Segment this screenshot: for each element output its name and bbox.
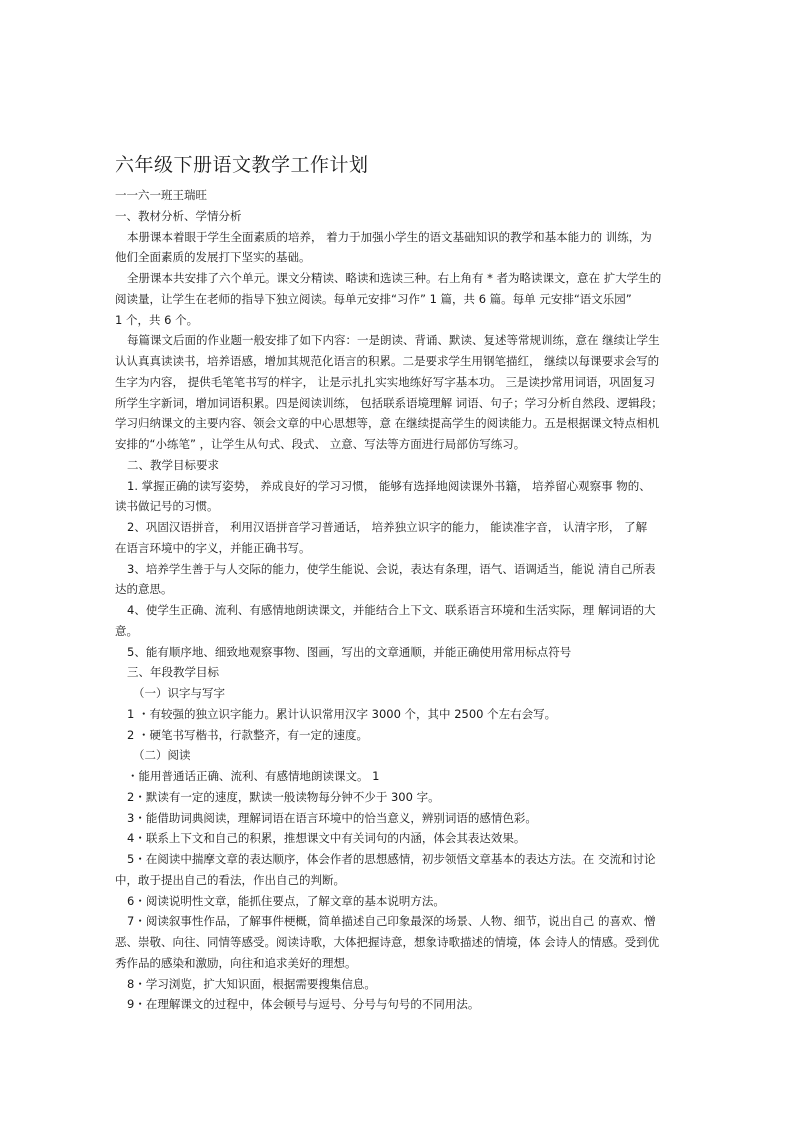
list-item: 2 ・硬笔书写楷书，行款整齐，有一定的速度。 [127, 727, 368, 742]
list-item-continuation: 中，敢于提出自己的看法，作出自己的判断。 [115, 872, 345, 887]
paragraph-line: 学习归纳课文的主要内容、领会文章的中心思想等，意 在继续提高学生的阅读能力。五是根据课文特点相机 [115, 416, 660, 431]
list-item: 4・联系上下文和自己的积累，推想课文中有关词句的内涵，体会其表达效果。 [127, 831, 526, 846]
list-item: ・能用普通话正确、流利、有感情地朗读课文。 1 [127, 769, 380, 783]
list-item: 8・学习浏览，扩大知识面，根据需要搜集信息。 [127, 976, 376, 991]
list-item: 2・默读有一定的速度，默读一般读物每分钟不少于 300 字。 [127, 789, 440, 804]
list-item: 1 ・有较强的独立识字能力。累计认识常用汉字 3000 个，其中 2500 个左右会写。 [127, 706, 557, 721]
paragraph-line: 安排的“小练笔” ，让学生从句式、段式、 立意、写法等方面进行局部仿写练习。 [115, 437, 526, 451]
list-item: 7・阅读叙事性作品，了解事件梗概，简单描述自己印象最深的场景、人物、细节，说出自己 的喜欢、憎 [127, 914, 656, 929]
list-item-continuation: 意。 [115, 623, 138, 638]
list-item: 2、巩固汉语拼音， 利用汉语拼音学习普通话， 培养独立识字的能力， 能读准字音， 认清字形， 了解 [127, 520, 648, 534]
list-item: 4、使学生正确、流利、有感情地朗读课文，并能结合上下文、联系语言环境和生活实际，理 解词语的大 [127, 603, 656, 617]
list-item: 1. 掌握正确的读写姿势， 养成良好的学习习惯， 能够有选择地阅读课外书籍， 培养留心观察事 物的、 [127, 478, 651, 493]
paragraph-line: 他们全面素质的发展打下坚实的基础。 [115, 250, 311, 265]
paragraph-line: 每篇课文后面的作业题一般安排了如下内容：一是朗读、背诵、默读、复述等常规训练，意在 继续让学生 [127, 333, 660, 348]
document-body [115, 185, 675, 1015]
subsection-heading: （二）阅读 [133, 748, 191, 763]
list-item: 3、培养学生善于与人交际的能力，使学生能说、会说，表达有条理，语气、语调适当，能说 清自己所表 [127, 561, 656, 576]
list-item-continuation: 读书做记号的习惯。 [115, 499, 219, 514]
subsection-heading: （一）识字与写字 [133, 686, 225, 700]
paragraph-line: 1 个，共 6 个。 [115, 312, 199, 327]
paragraph-line: 全册课本共安排了六个单元。课文分精读、略读和选读三种。右上角有 * 者为略读课文，意在 扩大学生的 [127, 271, 662, 285]
section-heading: 二、教学目标要求 [127, 457, 219, 472]
list-item-continuation: 恶、崇敬、向往、同情等感受。阅读诗歌，大体把握诗意，想象诗歌描述的情境，体 会诗人的情感。受到优 [115, 935, 660, 949]
paragraph-line: 本册课本着眼于学生全面素质的培养， 着力于加强小学生的语文基础知识的教学和基本能力的 训练，为 [127, 229, 652, 244]
paragraph-line: 阅读量，让学生在老师的指导下独立阅读。每单元安排“习作” 1 篇，共 6 篇。每单 元安排“语文乐园” [115, 291, 632, 306]
list-item-continuation: 秀作品的感染和激励，向往和追求美好的理想。 [115, 955, 357, 970]
list-item: 6・阅读说明性文章，能抓住要点，了解文章的基本说明方法。 [127, 893, 445, 908]
list-item: 9・在理解课文的过程中，体会顿号与逗号、分号与句号的不同用法。 [127, 997, 480, 1012]
list-item: 5・在阅读中揣摩文章的表达顺序，体会作者的思想感情，初步领悟文章基本的表达方法。在 交流和讨论 [127, 852, 656, 866]
paragraph-line: 生字为内容， 提供毛笔笔书写的样字， 让是示扎扎实实地练好写字基本功。 三是读抄常用词语，巩固复习 [115, 374, 655, 389]
list-item-continuation: 在语言环境中的字义，并能正确书写。 [115, 540, 311, 555]
document-title: 六年级下册语文教学工作计划 [115, 154, 369, 176]
author-line: 一一六一班王瑞旺 [115, 188, 207, 202]
paragraph-line: 认认真真读读书，培养语感，增加其规范化语言的积累。二是要求学生用钢笔描红， 继续以每课要求会写的 [115, 354, 660, 368]
list-item: 3・能借助词典阅读，理解词语在语言环境中的恰当意义，辨别词语的感情色彩。 [127, 810, 537, 825]
section-heading: 三、年段教学目标 [127, 665, 219, 680]
paragraph-line: 所学生字新词，增加词语积累。四是阅读训练， 包括联系语境理解 词语、句子；学习分析自然段、逻辑段； [115, 395, 663, 410]
list-item: 5、能有顺序地、细致地观察事物、图画，写出的文章通顺，并能正确使用常用标点符号 [127, 644, 572, 659]
list-item-continuation: 达的意思。 [115, 582, 173, 597]
section-heading: 一、教材分析、学情分析 [115, 208, 242, 223]
